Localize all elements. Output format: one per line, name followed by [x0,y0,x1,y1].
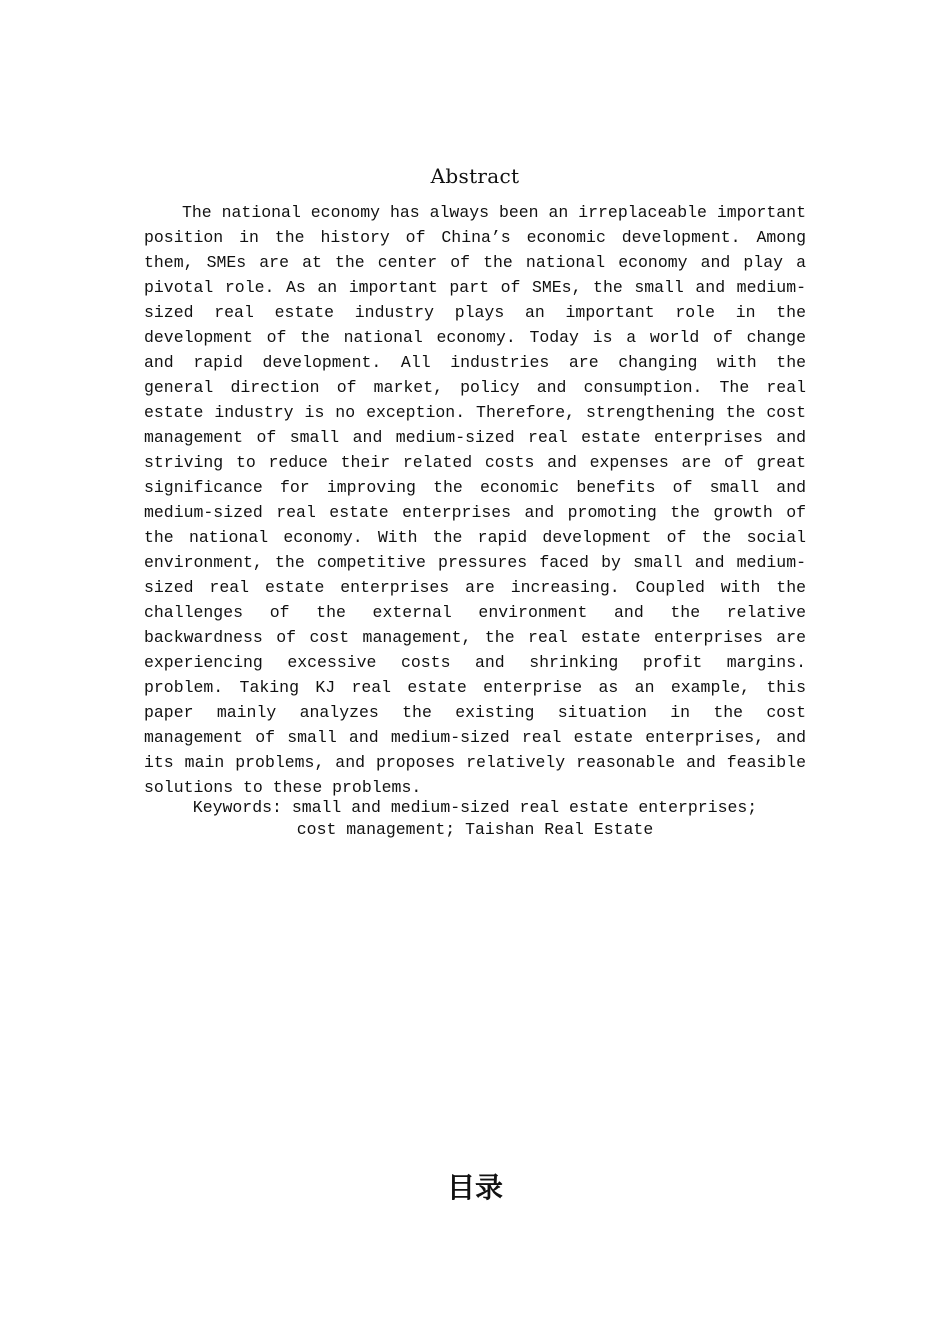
abstract-title: Abstract [430,164,520,188]
toc-title: 目录 [446,1171,503,1204]
abstract-body: The national economy has always been an irreplaceable important position in the history of China’s economic development. Among them, SMEs are at the center of the national economy and play a pivotal role. As an important part of SMEs, the small and medium-sized real estate industry plays an important role in the development of the national economy. Today is a world of change and rapid development. All industries are changing with the general direction of market, policy and consumption. The real estate industry is no exception. Therefore, strengthening the cost management of small and medium-sized real estate enterprises and striving to reduce their related costs and expenses are of great significance for improving the economic benefits of small and medium-sized real estate enterprises and promoting the growth of the national economy. With the rapid development of the social environment, the competitive pressures faced by small and medium-sized real estate enterprises are increasing. Coupled with the challenges of the external environment and the relative backwardness of cost management, the real estate enterprises are experiencing excessive costs and shrinking profit margins. problem. Taking KJ real estate enterprise as an example, this paper mainly analyzes the existing situation in the cost management of small and medium-sized real estate enterprises, and its main problems, and proposes relatively reasonable and feasible solutions to these problems. [144,203,806,797]
keywords: Keywords: small and medium-sized real estate enterprises; cost management; Taishan Real Estate [192,798,758,839]
